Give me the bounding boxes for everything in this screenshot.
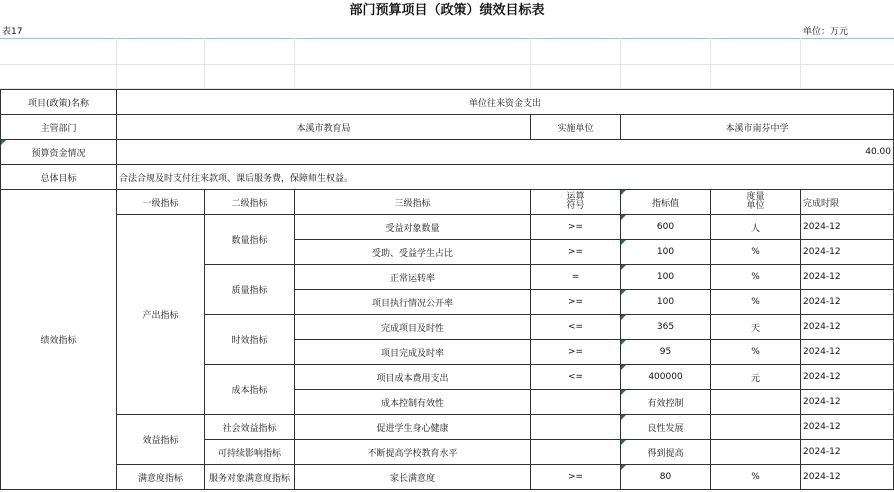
cell[interactable]: 100 bbox=[621, 290, 711, 315]
cell[interactable]: % bbox=[711, 290, 801, 315]
cell[interactable]: 一级指标 bbox=[117, 190, 205, 215]
cell[interactable]: 100 bbox=[621, 265, 711, 290]
cell[interactable] bbox=[531, 190, 621, 215]
cell[interactable]: 600 bbox=[621, 215, 711, 240]
table-row bbox=[1, 465, 894, 490]
cell[interactable]: 100 bbox=[621, 240, 711, 265]
cell[interactable]: >= bbox=[531, 465, 621, 490]
cell[interactable]: 2024-12 bbox=[801, 440, 894, 465]
cell[interactable]: = bbox=[531, 265, 621, 290]
cell[interactable]: 服务对象满意度指标 bbox=[205, 465, 295, 490]
cell[interactable]: 成本控制有效性 bbox=[295, 390, 531, 415]
table-number: 表17 bbox=[2, 27, 23, 37]
grid-line bbox=[530, 38, 531, 89]
cell[interactable]: 人 bbox=[711, 215, 801, 240]
cell[interactable]: 本溪市教育局 bbox=[117, 115, 531, 140]
cell[interactable]: 项目成本费用支出 bbox=[295, 365, 531, 390]
grid-line bbox=[116, 38, 117, 89]
unit-label: 单位：万元 bbox=[803, 27, 849, 37]
cell[interactable]: <= bbox=[531, 365, 621, 390]
cell[interactable]: 项目完成及时率 bbox=[295, 340, 531, 365]
cell[interactable]: 2024-12 bbox=[801, 290, 894, 315]
cell[interactable]: 家长满意度 bbox=[295, 465, 531, 490]
unit-header-1: 度量 bbox=[746, 192, 765, 202]
cell[interactable] bbox=[531, 440, 621, 465]
cell[interactable]: 得到提高 bbox=[621, 440, 711, 465]
cell[interactable]: 社会效益指标 bbox=[205, 415, 295, 440]
cell[interactable]: 三级指标 bbox=[295, 190, 531, 215]
cell[interactable]: 主管部门 bbox=[1, 115, 117, 140]
cell[interactable]: 95 bbox=[621, 340, 711, 365]
cell[interactable] bbox=[531, 390, 621, 415]
cell[interactable]: >= bbox=[531, 290, 621, 315]
grid-line bbox=[710, 38, 711, 89]
cell[interactable] bbox=[711, 390, 801, 415]
cell[interactable]: % bbox=[711, 340, 801, 365]
performance-table bbox=[0, 89, 894, 490]
cell[interactable]: 2024-12 bbox=[801, 340, 894, 365]
cell[interactable]: 2024-12 bbox=[801, 465, 894, 490]
cell[interactable]: 项目执行情况公开率 bbox=[295, 290, 531, 315]
cell[interactable]: 实施单位 bbox=[531, 115, 621, 140]
unit-header-2: 单位 bbox=[746, 201, 765, 211]
cell[interactable]: 2024-12 bbox=[801, 315, 894, 340]
cell[interactable]: 受助、受益学生占比 bbox=[295, 240, 531, 265]
grid-line bbox=[620, 38, 621, 89]
cell[interactable]: 数量指标 bbox=[205, 215, 295, 265]
cell[interactable]: 受益对象数量 bbox=[295, 215, 531, 240]
cell[interactable]: 2024-12 bbox=[801, 215, 894, 240]
cell[interactable] bbox=[711, 415, 801, 440]
cell[interactable]: 单位往来资金支出 bbox=[117, 90, 894, 115]
cell[interactable]: % bbox=[711, 240, 801, 265]
table-row bbox=[1, 165, 894, 190]
cell[interactable]: 365 bbox=[621, 315, 711, 340]
cell[interactable]: 不断提高学校教育水平 bbox=[295, 440, 531, 465]
cell[interactable]: 总体目标 bbox=[1, 165, 117, 190]
cell[interactable]: 2024-12 bbox=[801, 390, 894, 415]
cell[interactable]: 良性发展 bbox=[621, 415, 711, 440]
cell[interactable]: % bbox=[711, 265, 801, 290]
table-row bbox=[1, 140, 894, 165]
op-header-1: 运算 bbox=[566, 192, 585, 202]
cell[interactable]: 预算资金情况 bbox=[1, 140, 117, 165]
cell[interactable]: 产出指标 bbox=[117, 215, 205, 415]
cell[interactable]: 天 bbox=[711, 315, 801, 340]
header-divider bbox=[0, 38, 894, 39]
cell[interactable]: 有效控制 bbox=[621, 390, 711, 415]
table-row bbox=[1, 115, 894, 140]
grid-line bbox=[800, 38, 801, 89]
cell[interactable]: 项目(政策)名称 bbox=[1, 90, 117, 115]
cell[interactable]: 2024-12 bbox=[801, 240, 894, 265]
cell[interactable]: 完成时限 bbox=[801, 190, 894, 215]
cell[interactable]: 2024-12 bbox=[801, 415, 894, 440]
cell[interactable]: 2024-12 bbox=[801, 365, 894, 390]
cell[interactable]: 成本指标 bbox=[205, 365, 295, 415]
cell[interactable]: 质量指标 bbox=[205, 265, 295, 315]
cell[interactable]: 完成项目及时性 bbox=[295, 315, 531, 340]
grid-line bbox=[0, 64, 894, 65]
op-header-2: 符号 bbox=[566, 201, 585, 211]
cell[interactable]: 400000 bbox=[621, 365, 711, 390]
sheet-title: 部门预算项目（政策）绩效目标表 bbox=[349, 3, 545, 18]
cell[interactable]: <= bbox=[531, 315, 621, 340]
cell[interactable]: 80 bbox=[621, 465, 711, 490]
cell[interactable]: 效益指标 bbox=[117, 415, 205, 465]
cell[interactable] bbox=[531, 415, 621, 440]
cell[interactable]: >= bbox=[531, 215, 621, 240]
table-row bbox=[1, 415, 894, 440]
cell[interactable]: >= bbox=[531, 240, 621, 265]
table-row bbox=[1, 215, 894, 240]
cell[interactable]: 2024-12 bbox=[801, 265, 894, 290]
cell[interactable]: 时效指标 bbox=[205, 315, 295, 365]
table-row bbox=[1, 90, 894, 115]
cell[interactable]: 促进学生身心健康 bbox=[295, 415, 531, 440]
grid-line bbox=[204, 38, 205, 89]
cell[interactable]: 绩效指标 bbox=[1, 190, 117, 490]
cell[interactable]: >= bbox=[531, 340, 621, 365]
cell[interactable] bbox=[711, 190, 801, 215]
cell[interactable]: 可持续影响指标 bbox=[205, 440, 295, 465]
cell[interactable]: 指标值 bbox=[621, 190, 711, 215]
cell[interactable]: 二级指标 bbox=[205, 190, 295, 215]
cell[interactable]: 满意度指标 bbox=[117, 465, 205, 490]
table-row bbox=[1, 190, 894, 215]
cell[interactable]: 正常运转率 bbox=[295, 265, 531, 290]
cell[interactable]: 40.00 bbox=[117, 140, 894, 165]
cell[interactable]: 本溪市南芬中学 bbox=[621, 115, 894, 140]
grid-line bbox=[294, 38, 295, 89]
cell[interactable]: 合法合规及时支付往来款项、课后服务费，保障师生权益。 bbox=[117, 165, 894, 190]
cell[interactable] bbox=[711, 440, 801, 465]
cell[interactable]: % bbox=[711, 465, 801, 490]
cell[interactable]: 元 bbox=[711, 365, 801, 390]
